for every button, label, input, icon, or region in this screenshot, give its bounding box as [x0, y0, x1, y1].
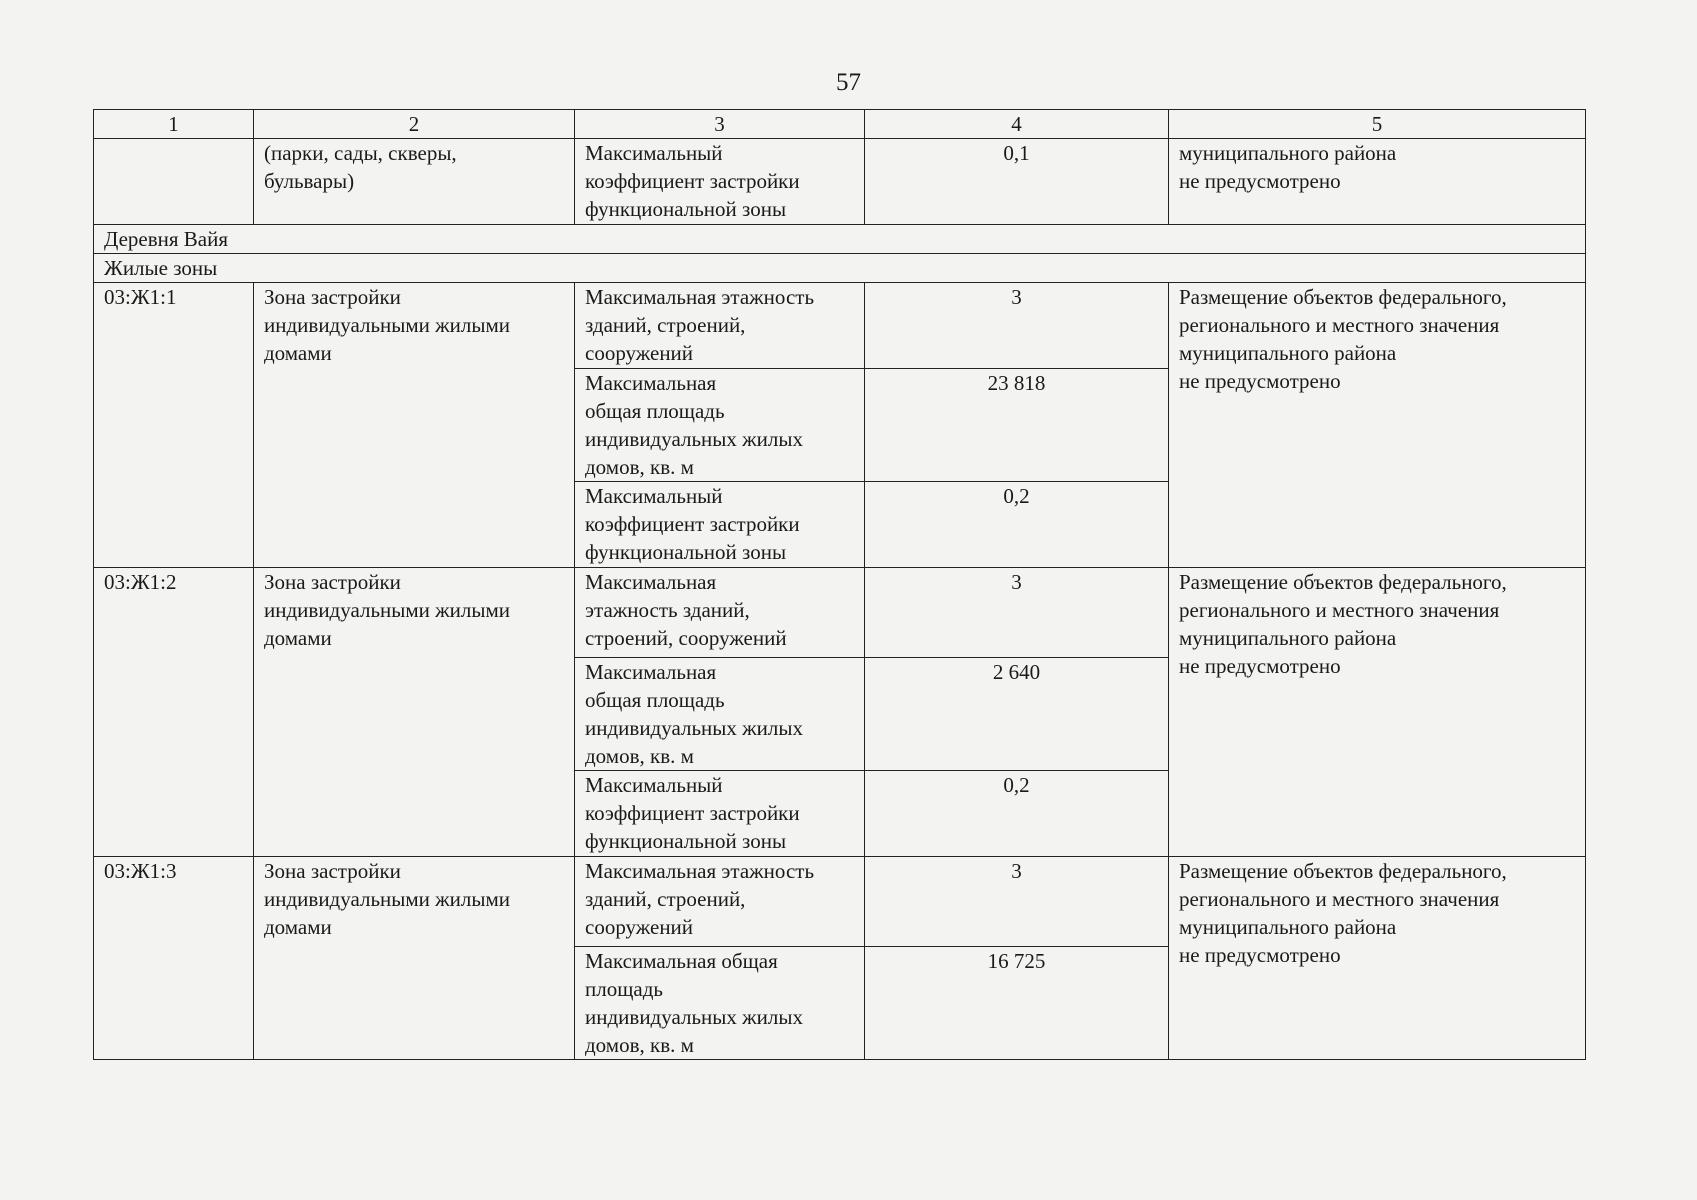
parameter-cell: Максимальный коэффициент застройки функциональной зоны: [575, 771, 865, 857]
value-cell: 0,2: [865, 482, 1169, 568]
zone-name-cell: Зона застройки индивидуальными жилыми домами: [254, 568, 575, 857]
parameter-cell: Максимальная общая площадь индивидуальных жилых домов, кв. м: [575, 369, 865, 482]
zones-table: [93, 109, 1586, 1060]
value-cell: 16 725: [865, 947, 1169, 1060]
column-header: 2: [254, 110, 575, 139]
zone-code-cell: [94, 139, 254, 225]
value-cell: 2 640: [865, 658, 1169, 771]
parameter-cell: Максимальная общая площадь индивидуальных жилых домов, кв. м: [575, 658, 865, 771]
zone-name-cell: (парки, сады, скверы, бульвары): [254, 139, 575, 225]
table-row: [94, 857, 1586, 947]
value-cell: 0,2: [865, 771, 1169, 857]
value-cell: 3: [865, 283, 1169, 369]
parameter-cell: Максимальный коэффициент застройки функциональной зоны: [575, 139, 865, 225]
section-row: [94, 225, 1586, 254]
parameter-cell: Максимальный коэффициент застройки функциональной зоны: [575, 482, 865, 568]
zone-code-cell: 03:Ж1:2: [94, 568, 254, 857]
value-cell: 0,1: [865, 139, 1169, 225]
table-row: [94, 568, 1586, 658]
zone-name-cell: Зона застройки индивидуальными жилыми домами: [254, 857, 575, 1060]
value-cell: 23 818: [865, 369, 1169, 482]
column-header: 4: [865, 110, 1169, 139]
zone-code-cell: 03:Ж1:3: [94, 857, 254, 1060]
table-row: [94, 283, 1586, 369]
table-row: [94, 139, 1586, 225]
column-header: 1: [94, 110, 254, 139]
section-village: Деревня Вайя: [94, 225, 1586, 254]
parameter-cell: Максимальная этажность зданий, строений, сооружений: [575, 857, 865, 947]
note-cell: Размещение объектов федерального, регионального и местного значения муниципального района не предусмотрено: [1169, 857, 1586, 1060]
note-cell: муниципального района не предусмотрено: [1169, 139, 1586, 225]
column-header: 3: [575, 110, 865, 139]
parameter-cell: Максимальная этажность зданий, строений, сооружений: [575, 568, 865, 658]
note-cell: Размещение объектов федерального, регионального и местного значения муниципального района не предусмотрено: [1169, 568, 1586, 857]
table-header-row: [94, 110, 1586, 139]
value-cell: 3: [865, 857, 1169, 947]
zone-code-cell: 03:Ж1:1: [94, 283, 254, 568]
section-residential-zones: Жилые зоны: [94, 254, 1586, 283]
section-row: [94, 254, 1586, 283]
parameter-cell: Максимальная этажность зданий, строений, сооружений: [575, 283, 865, 369]
zone-name-cell: Зона застройки индивидуальными жилыми домами: [254, 283, 575, 568]
page-number: 57: [836, 69, 861, 96]
parameter-cell: Максимальная общая площадь индивидуальных жилых домов, кв. м: [575, 947, 865, 1060]
value-cell: 3: [865, 568, 1169, 658]
note-cell: Размещение объектов федерального, регионального и местного значения муниципального района не предусмотрено: [1169, 283, 1586, 568]
column-header: 5: [1169, 110, 1586, 139]
